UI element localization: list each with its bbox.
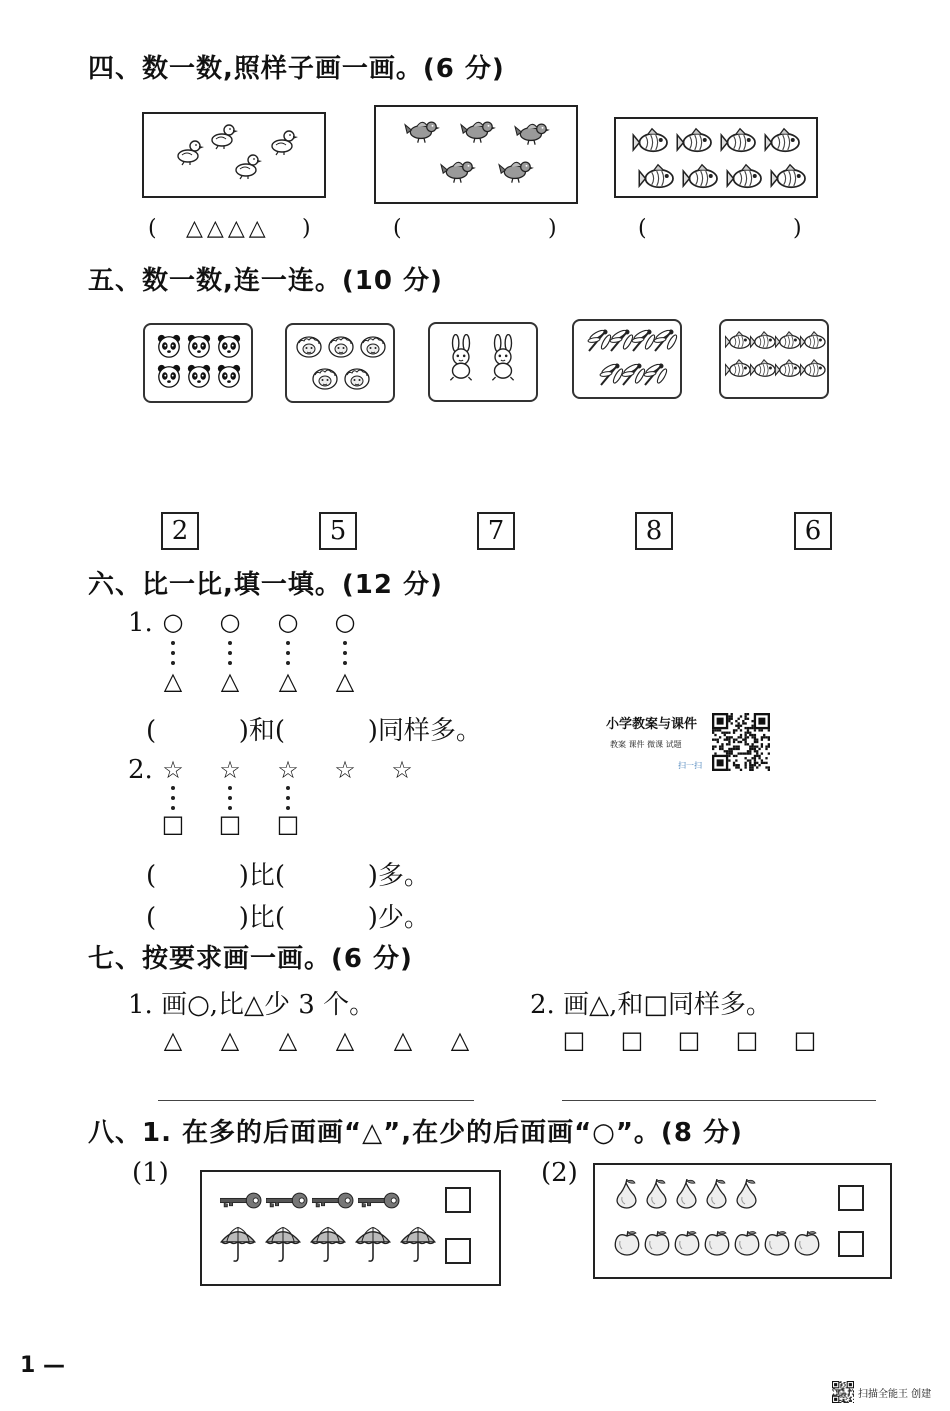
- umbrella-icon: [265, 1224, 301, 1262]
- triangle-shape: △: [163, 1026, 183, 1054]
- apple-icon: [703, 1229, 731, 1257]
- dragonfly-icon: [640, 359, 670, 389]
- q2-fill-blank-less[interactable]: ( )比( )少。: [146, 903, 430, 933]
- square-shape: □: [677, 1026, 701, 1054]
- compare-box-2: [593, 1163, 892, 1279]
- qr-code-icon: [712, 713, 770, 771]
- answer-square-pears[interactable]: [838, 1185, 864, 1211]
- bird-icon: [514, 117, 552, 147]
- answer-blank-fish[interactable]: [655, 214, 785, 240]
- draw-q2-prompt: 2. 画△,和□同样多。: [530, 990, 772, 1020]
- watermark-subtitle: 教案 课件 微课 试题: [610, 740, 682, 749]
- answer-paren-open-1: (: [148, 216, 157, 241]
- apple-icon: [763, 1229, 791, 1257]
- duck-group-box: [142, 112, 326, 198]
- part-2-label: (2): [541, 1158, 578, 1188]
- star-shape: ☆: [219, 756, 241, 784]
- answer-square-apples[interactable]: [838, 1231, 864, 1257]
- pear-icon: [673, 1179, 699, 1211]
- triangle-shape: △: [335, 667, 355, 695]
- fish-icon: [682, 161, 722, 191]
- draw-q1-prompt: 1. 画○,比△少 3 个。: [128, 990, 376, 1020]
- rabbit-icon: [486, 334, 520, 384]
- q2-fill-blank-more[interactable]: ( )比( )多。: [146, 861, 430, 891]
- triangle-shape: △: [220, 1026, 240, 1054]
- square-shape: □: [161, 810, 185, 838]
- section-6-title: 六、比一比,填一填。(12 分): [88, 570, 443, 600]
- q1-label: 1.: [128, 608, 153, 638]
- apple-icon: [613, 1229, 641, 1257]
- watermark: [606, 713, 776, 773]
- fish-icon: [725, 357, 753, 379]
- panda-icon: [185, 333, 213, 359]
- example-answer: △△△△: [186, 216, 270, 241]
- triangle-shape: △: [278, 1026, 298, 1054]
- scanner-credit: 扫描全能王 创建: [858, 1389, 932, 1400]
- umbrella-icon: [310, 1224, 346, 1262]
- key-icon: [312, 1192, 354, 1209]
- bird-icon: [460, 115, 498, 145]
- section-8-title: 八、1. 在多的后面画“△”,在少的后面画“○”。(8 分): [88, 1118, 743, 1148]
- sheep-icon: [293, 331, 325, 359]
- fish-icon: [800, 329, 828, 351]
- picture-card-rabbits[interactable]: [428, 322, 538, 402]
- sheep-icon: [341, 363, 373, 391]
- section-7-title: 七、按要求画一画。(6 分): [88, 944, 413, 974]
- panda-icon: [155, 363, 183, 389]
- circle-shape: ○: [277, 608, 299, 636]
- section-5-title: 五、数一数,连一连。(10 分): [88, 266, 443, 296]
- page-number: 1 —: [20, 1353, 65, 1378]
- umbrella-icon: [400, 1224, 436, 1262]
- answer-paren-open-2: (: [393, 216, 402, 241]
- circle-shape: ○: [334, 608, 356, 636]
- answer-blank-birds[interactable]: [410, 214, 540, 240]
- star-shape: ☆: [334, 756, 356, 784]
- watermark-scan-text: 扫一扫: [678, 761, 702, 770]
- fish-icon: [676, 125, 716, 155]
- answer-paren-open-3: (: [638, 216, 647, 241]
- key-icon: [220, 1192, 262, 1209]
- number-box-2[interactable]: 2: [161, 512, 199, 550]
- fish-icon: [764, 125, 804, 155]
- apple-icon: [793, 1229, 821, 1257]
- number-box-8[interactable]: 8: [635, 512, 673, 550]
- fish-icon: [720, 125, 760, 155]
- answer-paren-close-3: ): [793, 216, 802, 241]
- duck-icon: [232, 150, 264, 180]
- fish-icon: [770, 161, 810, 191]
- panda-icon: [185, 363, 213, 389]
- panda-icon: [215, 333, 243, 359]
- apple-icon: [643, 1229, 671, 1257]
- answer-paren-close-1: ): [302, 216, 311, 241]
- compare-box-1: [200, 1170, 501, 1286]
- panda-icon: [215, 363, 243, 389]
- number-box-6[interactable]: 6: [794, 512, 832, 550]
- square-shape: □: [735, 1026, 759, 1054]
- circle-shape: ○: [162, 608, 184, 636]
- star-shape: ☆: [277, 756, 299, 784]
- watermark-title: 小学教案与课件: [606, 717, 698, 732]
- key-icon: [266, 1192, 308, 1209]
- fish-icon: [632, 125, 672, 155]
- number-box-5[interactable]: 5: [319, 512, 357, 550]
- circle-shape: ○: [219, 608, 241, 636]
- apple-icon: [673, 1229, 701, 1257]
- pear-icon: [613, 1179, 639, 1211]
- star-shape: ☆: [162, 756, 184, 784]
- dragonfly-icon: [650, 325, 680, 355]
- drawing-line-2[interactable]: [562, 1100, 876, 1101]
- fish-icon: [800, 357, 828, 379]
- q2-label: 2.: [128, 755, 153, 785]
- rabbit-icon: [444, 334, 478, 384]
- apple-icon: [733, 1229, 761, 1257]
- picture-card-pandas[interactable]: [143, 323, 253, 403]
- sheep-icon: [309, 363, 341, 391]
- picture-card-fish[interactable]: [719, 319, 829, 399]
- bird-icon: [440, 155, 478, 185]
- fish-icon: [750, 329, 778, 351]
- drawing-line-1[interactable]: [158, 1100, 474, 1101]
- fish-icon: [775, 357, 803, 379]
- number-box-7[interactable]: 7: [477, 512, 515, 550]
- duck-icon: [174, 136, 206, 166]
- star-shape: ☆: [391, 756, 413, 784]
- square-shape: □: [793, 1026, 817, 1054]
- triangle-shape: △: [278, 667, 298, 695]
- fish-icon: [726, 161, 766, 191]
- q1-fill-blank[interactable]: ( )和( )同样多。: [146, 716, 482, 746]
- sheep-icon: [357, 331, 389, 359]
- bird-icon: [498, 155, 536, 185]
- fish-group-box: [614, 117, 818, 198]
- bird-icon: [404, 115, 442, 145]
- triangle-shape: △: [335, 1026, 355, 1054]
- duck-icon: [208, 120, 240, 150]
- fish-icon: [750, 357, 778, 379]
- fish-icon: [775, 329, 803, 351]
- pear-icon: [733, 1179, 759, 1211]
- answer-square-umbrellas[interactable]: [445, 1238, 471, 1264]
- answer-square-keys[interactable]: [445, 1187, 471, 1213]
- picture-card-sheep[interactable]: [285, 323, 395, 403]
- fish-icon: [725, 329, 753, 351]
- qr-code-icon: [832, 1381, 854, 1403]
- triangle-shape: △: [393, 1026, 413, 1054]
- pear-icon: [643, 1179, 669, 1211]
- bird-group-box: [374, 105, 578, 204]
- umbrella-icon: [220, 1224, 256, 1262]
- section-4-title: 四、数一数,照样子画一画。(6 分): [88, 54, 505, 84]
- key-icon: [358, 1192, 400, 1209]
- square-shape: □: [276, 810, 300, 838]
- part-1-label: (1): [132, 1158, 169, 1188]
- picture-card-dragonflies[interactable]: [572, 319, 682, 399]
- square-shape: □: [562, 1026, 586, 1054]
- panda-icon: [155, 333, 183, 359]
- square-shape: □: [620, 1026, 644, 1054]
- triangle-shape: △: [450, 1026, 470, 1054]
- square-shape: □: [218, 810, 242, 838]
- duck-icon: [268, 126, 300, 156]
- pear-icon: [703, 1179, 729, 1211]
- triangle-shape: △: [163, 667, 183, 695]
- fish-icon: [638, 161, 678, 191]
- sheep-icon: [325, 331, 357, 359]
- umbrella-icon: [355, 1224, 391, 1262]
- triangle-shape: △: [220, 667, 240, 695]
- answer-paren-close-2: ): [548, 216, 557, 241]
